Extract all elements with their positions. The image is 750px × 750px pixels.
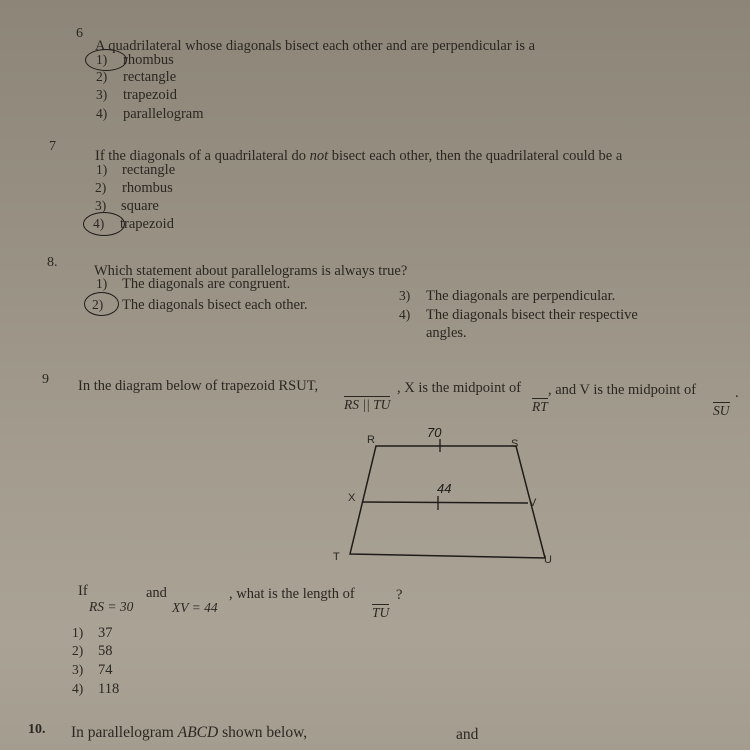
choice-number: 3) <box>399 288 411 303</box>
question-prompt: A quadrilateral whose diagonals bisect each other and are perpendicular is a <box>95 38 536 54</box>
choice-number: 1) <box>96 162 108 177</box>
choice-text: rectangle <box>122 162 176 178</box>
choice-number: 3) <box>95 198 107 213</box>
choice-text: trapezoid <box>120 216 174 232</box>
answer-circle-mark <box>83 212 125 236</box>
vertex-label-r: R <box>367 434 375 446</box>
choice-text: rhombus <box>123 52 174 68</box>
choice-number: 4) <box>72 681 84 696</box>
question-number: 10. <box>28 722 46 737</box>
question-prompt: , X is the midpoint of <box>397 380 522 396</box>
condition-xv: XV = 44 <box>172 600 218 615</box>
segment-su: SU <box>713 403 730 418</box>
handwritten-70: 70 <box>427 425 442 440</box>
choice-text: The diagonals are perpendicular. <box>426 288 616 304</box>
choice-number: 1) <box>96 276 108 291</box>
choice-number: 4) <box>93 216 105 231</box>
choice-number: 4) <box>399 307 411 322</box>
handwritten-44: 44 <box>437 481 452 496</box>
choice-text: The diagonals bisect each other. <box>122 297 308 313</box>
question-prompt: If the diagonals of a quadrilateral do not bisect each other, then the quadrilateral could be a <box>95 148 623 164</box>
choice-text-continued: angles. <box>426 325 467 341</box>
choice-text: trapezoid <box>123 87 177 103</box>
choice-text: The diagonals bisect their respective <box>426 307 638 323</box>
question-number: 9 <box>42 372 49 387</box>
choice-text: The diagonals are congruent. <box>122 276 291 292</box>
trapezoid-diagram <box>300 420 580 580</box>
question-prompt: In the diagram below of trapezoid RSUT, <box>78 378 319 394</box>
choice-text: rhombus <box>122 180 173 196</box>
question-prompt: Which statement about parallelograms is always true? <box>94 263 408 279</box>
choice-number: 2) <box>96 69 108 84</box>
vertex-label-t: T <box>333 551 340 563</box>
choice-number: 2) <box>72 643 84 658</box>
question-prompt: , and V is the midpoint of <box>548 382 697 398</box>
condition-question: , what is the length of <box>229 586 355 602</box>
condition-rs: RS = 30 <box>89 599 134 614</box>
question-mark: ? <box>396 587 403 603</box>
choice-value: 58 <box>98 643 113 659</box>
answer-circle-mark <box>84 292 119 316</box>
parallel-relation: RS || TU <box>344 397 391 412</box>
midsegment-xv <box>362 502 528 503</box>
segment-tu: TU <box>372 605 390 620</box>
period: . <box>735 385 739 401</box>
choice-number: 1) <box>96 52 108 67</box>
vertex-label-v: V <box>529 497 537 509</box>
choice-text: rectangle <box>123 69 177 85</box>
vertex-label-s: S <box>511 438 519 450</box>
question-number: 8. <box>47 255 58 270</box>
choice-number: 3) <box>96 87 108 102</box>
question-number: 6 <box>76 26 83 41</box>
choice-value: 74 <box>98 662 113 678</box>
question-number: 7 <box>49 139 56 154</box>
segment-rt: RT <box>532 399 548 414</box>
condition-if: If <box>78 583 88 599</box>
question-prompt: In parallelogram ABCD shown below, <box>71 724 308 741</box>
condition-and: and <box>146 585 167 601</box>
question-and: and <box>456 726 479 743</box>
vertex-label-x: X <box>348 492 356 504</box>
answer-circle-mark <box>85 49 127 71</box>
vertex-label-u: U <box>544 554 552 566</box>
choice-number: 2) <box>95 180 107 195</box>
choice-text: parallelogram <box>123 106 204 122</box>
choice-text: square <box>121 198 159 214</box>
choice-value: 118 <box>98 681 120 697</box>
choice-number: 4) <box>96 106 108 121</box>
choice-number: 3) <box>72 662 84 677</box>
choice-number: 1) <box>72 625 84 640</box>
choice-value: 37 <box>98 625 113 641</box>
choice-number: 2) <box>92 297 104 312</box>
